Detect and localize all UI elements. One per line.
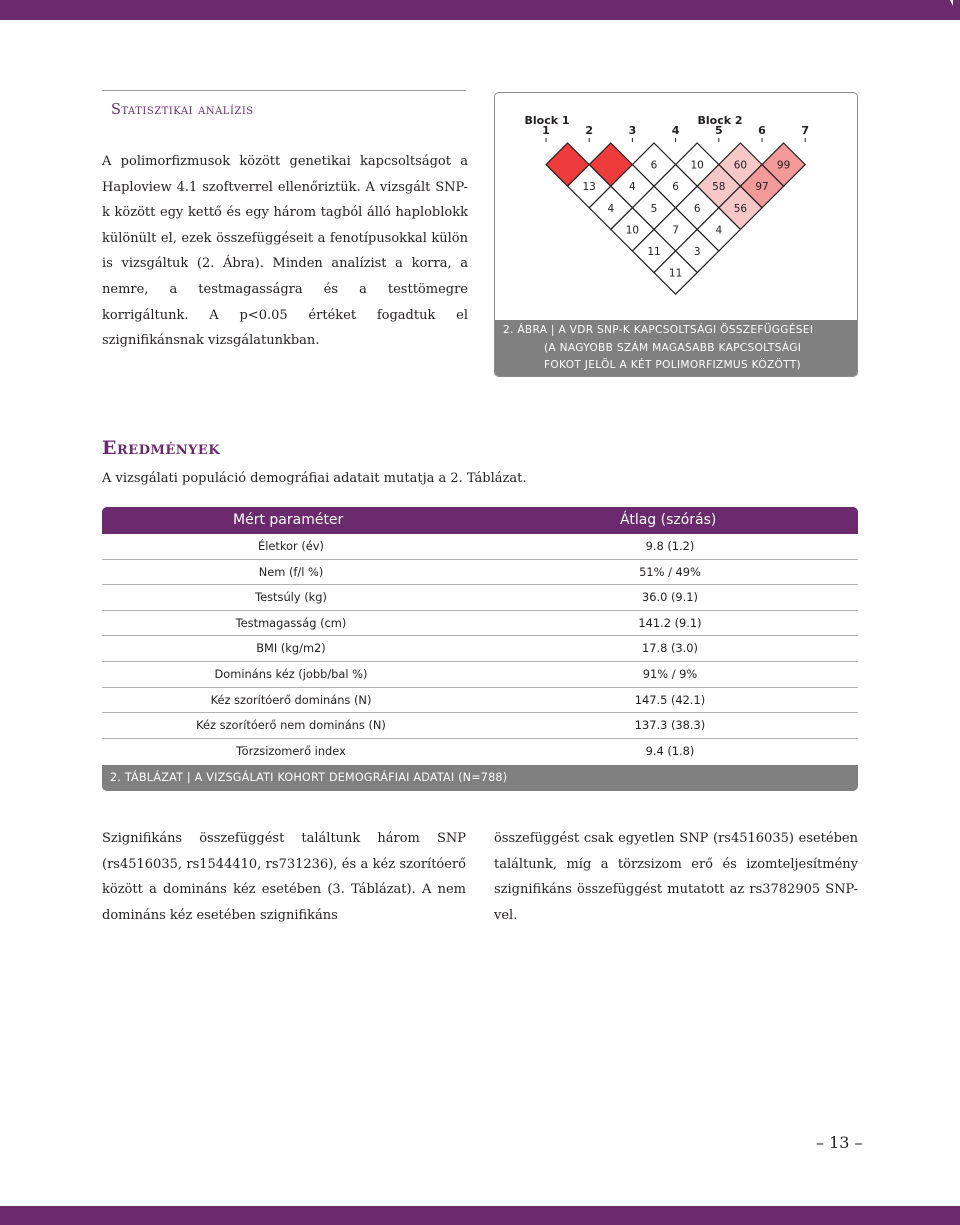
stat-section-title: Statisztikai analízis bbox=[111, 102, 254, 118]
ld-figure bbox=[494, 92, 858, 377]
table-row bbox=[102, 611, 858, 637]
figure-caption bbox=[495, 320, 857, 376]
demographics-table bbox=[102, 507, 858, 791]
marker-label: 4 bbox=[671, 124, 680, 137]
cell-parameter: Testmagasság (cm) bbox=[235, 615, 347, 630]
col-header-mean: Átlag (szórás) bbox=[620, 512, 717, 528]
ld-value: 13 bbox=[582, 181, 596, 194]
ld-value: 3 bbox=[693, 246, 701, 258]
results-intro: A vizsgálati populáció demográfiai adatait mutatja a 2. Táblázat. bbox=[102, 471, 527, 486]
ld-value: 7 bbox=[672, 224, 679, 237]
figure-caption-line: (A NAGYOBB SZÁM MAGASABB KAPCSOLTSÁGI bbox=[544, 341, 802, 354]
table-row bbox=[102, 688, 858, 714]
ld-value: 11 bbox=[647, 246, 661, 258]
conclusion-right-column: összefüggést csak egyetlen SNP (rs4516035) esetében találtunk, míg a törzsizom erő és izomteljesítmény szignifikáns összefüggést mutatott az rs3782905 SNP-vel. bbox=[494, 831, 858, 923]
ld-value: 60 bbox=[733, 159, 748, 172]
marker-label: 3 bbox=[628, 124, 637, 137]
table-row bbox=[102, 585, 858, 611]
ld-value: 99 bbox=[776, 159, 791, 172]
marker-label: 6 bbox=[758, 124, 766, 137]
stat-paragraph: A polimorfizmusok között genetikai kapcsoltságot a Haploview 4.1 szoftverrel ellenőriztük. A vizsgált SNP-k között egy kettő és egy három tagból álló haploblokk különült el, ezek összefüggéseit a fenotípusokkal külön is vizsgáltuk (2. Ábra). Minden analízist a korra, a nemre, a testmagasságra és a testtömegre korrigáltunk. A p<0.05 értéket fogadtuk el szignifikánsnak vizsgálatunkban. bbox=[102, 154, 468, 349]
table-caption: 2. TÁBLÁZAT | A VIZSGÁLATI KOHORT DEMOGRÁFIAI ADATAI (N=788) bbox=[102, 765, 858, 791]
conclusion-left-column: Szignifikáns összefüggést találtunk három SNP (rs4516035, rs1544410, rs731236), és a kéz szorítóerő között a domináns kéz esetében (3. Táblázat). A nem domináns kéz esetében szignifikáns bbox=[102, 831, 466, 923]
cell-parameter: Életkor (év) bbox=[258, 539, 324, 553]
ld-value: 10 bbox=[625, 224, 640, 237]
table-row bbox=[102, 739, 858, 764]
figure-caption-line: FOKOT JELÖL A KÉT POLIMORFIZMUS KÖZÖTT) bbox=[544, 359, 801, 371]
table-row bbox=[102, 662, 858, 688]
table-row bbox=[102, 636, 858, 662]
table-row bbox=[102, 534, 858, 560]
figure-caption-line: 2. ÁBRA | A VDR SNP-K KAPCSOLTSÁGI ÖSSZEFÜGGÉSEI bbox=[503, 324, 814, 336]
cell-parameter: Kéz szorítóerő nem domináns (N) bbox=[196, 718, 386, 733]
ld-value: 6 bbox=[693, 202, 701, 215]
block-label: Block 2 bbox=[697, 114, 743, 127]
ld-value: 6 bbox=[672, 181, 679, 194]
ld-value: 58 bbox=[712, 181, 726, 194]
marker-label: 1 bbox=[542, 124, 550, 137]
cell-parameter: Kéz szorítóerő domináns (N) bbox=[210, 692, 372, 707]
cell-parameter: Törzsizomerő index bbox=[236, 743, 346, 758]
ld-value: 4 bbox=[607, 202, 615, 215]
ld-value: 4 bbox=[629, 181, 636, 194]
marker-label: 5 bbox=[714, 124, 723, 137]
cell-parameter: Domináns kéz (jobb/bal %) bbox=[214, 666, 368, 681]
ld-value: 6 bbox=[650, 159, 658, 172]
table-row bbox=[102, 560, 858, 586]
cell-value: 17.8 (3.0) bbox=[642, 641, 698, 656]
col-header-parameter: Mért paraméter bbox=[233, 512, 344, 528]
table-header bbox=[102, 507, 858, 534]
cell-value: 9.8 (1.2) bbox=[645, 539, 695, 553]
ld-value: 5 bbox=[650, 202, 658, 215]
section-divider bbox=[102, 90, 466, 91]
ld-value: 4 bbox=[715, 224, 723, 237]
cell-value: 91% / 9% bbox=[642, 666, 698, 681]
cell-value: 137.3 (38.3) bbox=[634, 718, 706, 733]
ld-value: 56 bbox=[733, 202, 748, 215]
marker-label: 2 bbox=[585, 124, 594, 137]
top-banner bbox=[0, 0, 960, 20]
cell-value: 147.5 (42.1) bbox=[634, 692, 706, 707]
ld-value: 11 bbox=[668, 267, 683, 280]
ld-value: 10 bbox=[690, 159, 704, 172]
cell-value: 51% / 49% bbox=[639, 564, 701, 579]
table-row bbox=[102, 713, 858, 739]
ld-value: 97 bbox=[755, 181, 769, 194]
block-label: Block 1 bbox=[524, 114, 570, 127]
results-section-title: Eredmények bbox=[102, 437, 221, 459]
cell-parameter: Testsúly (kg) bbox=[255, 590, 327, 605]
bottom-banner bbox=[0, 1206, 960, 1225]
cell-parameter: Nem (f/l %) bbox=[258, 564, 324, 579]
ld-plot bbox=[495, 93, 857, 323]
cell-value: 9.4 (1.8) bbox=[645, 743, 695, 758]
page-number: – 13 – bbox=[816, 1133, 863, 1152]
cell-value: 141.2 (9.1) bbox=[638, 615, 702, 630]
marker-label: 7 bbox=[801, 124, 810, 137]
top-banner-cap bbox=[953, 0, 960, 20]
cell-parameter: BMI (kg/m2) bbox=[256, 641, 326, 656]
cell-value: 36.0 (9.1) bbox=[642, 590, 698, 605]
